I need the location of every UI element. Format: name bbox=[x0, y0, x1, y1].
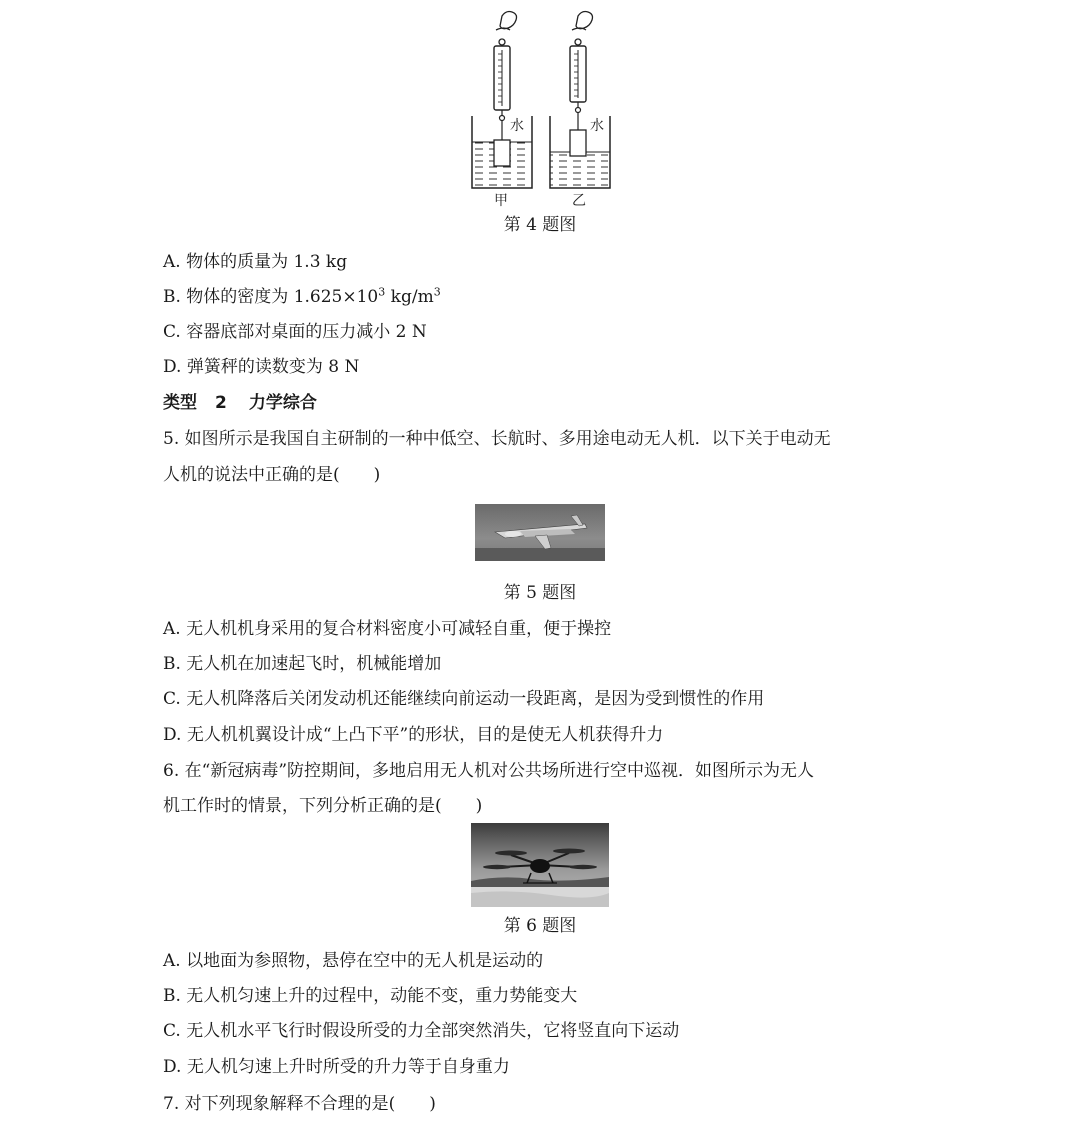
q4-option-c: C. 容器底部对桌面的压力减小 2 N bbox=[163, 322, 427, 342]
q6-option-a: A. 以地面为参照物，悬停在空中的无人机是运动的 bbox=[163, 951, 544, 971]
q5-stem-line1: 5. 如图所示是我国自主研制的一种中低空、长航时、多用途电动无人机．以下关于电动无 bbox=[163, 429, 831, 449]
label-yi: 乙 bbox=[572, 193, 586, 208]
question-6-drone-photo bbox=[471, 823, 609, 907]
section-heading bbox=[163, 392, 317, 414]
question-4-figure bbox=[460, 8, 640, 208]
q5-option-c: C. 无人机降落后关闭发动机还能继续向前运动一段距离，是因为受到惯性的作用 bbox=[163, 689, 765, 709]
section-label: 类型 bbox=[163, 393, 197, 413]
label-jia: 甲 bbox=[494, 193, 508, 208]
q5-option-d: D. 无人机机翼设计成“上凸下平”的形状，目的是使无人机获得升力 bbox=[163, 725, 664, 745]
q6-option-b: B. 无人机匀速上升的过程中，动能不变，重力势能变大 bbox=[163, 986, 578, 1006]
q4-option-b bbox=[163, 286, 441, 308]
q6-option-c: C. 无人机水平飞行时假设所受的力全部突然消失，它将竖直向下运动 bbox=[163, 1021, 680, 1041]
section-title: 力学综合 bbox=[248, 393, 317, 413]
section-number: 2 bbox=[215, 393, 227, 413]
figure-4-caption: 第 4 题图 bbox=[503, 215, 577, 235]
q5-stem-line2: 人机的说法中正确的是( ) bbox=[163, 465, 381, 485]
figure-5-caption: 第 5 题图 bbox=[503, 583, 577, 603]
q4-option-a: A. 物体的质量为 1.3 kg bbox=[163, 252, 348, 272]
q7-stem: 7. 对下列现象解释不合理的是( ) bbox=[163, 1094, 436, 1114]
water-label-right: 水 bbox=[590, 118, 604, 134]
q5-option-a: A. 无人机机身采用的复合材料密度小可减轻自重，便于操控 bbox=[163, 619, 612, 639]
q6-stem-line2: 机工作时的情景，下列分析正确的是( ) bbox=[163, 796, 483, 816]
q4-option-b-exp: 3 bbox=[378, 285, 386, 299]
q6-stem-line1: 6. 在“新冠病毒”防控期间，多地启用无人机对公共场所进行空中巡视．如图所示为无人 bbox=[163, 761, 815, 781]
figure-6-caption: 第 6 题图 bbox=[503, 916, 577, 936]
q4-option-b-post: kg/m bbox=[385, 287, 434, 307]
q5-option-b: B. 无人机在加速起飞时，机械能增加 bbox=[163, 654, 442, 674]
spring-scale-right bbox=[570, 12, 593, 131]
question-5-drone-photo bbox=[475, 504, 605, 561]
q4-option-b-exp2: 3 bbox=[433, 285, 441, 299]
water-label-left: 水 bbox=[510, 118, 524, 134]
q4-option-d: D. 弹簧秤的读数变为 8 N bbox=[163, 357, 360, 377]
q4-option-b-pre: B. 物体的密度为 1.625×10 bbox=[163, 287, 379, 307]
q6-option-d: D. 无人机匀速上升时所受的升力等于自身重力 bbox=[163, 1057, 510, 1077]
